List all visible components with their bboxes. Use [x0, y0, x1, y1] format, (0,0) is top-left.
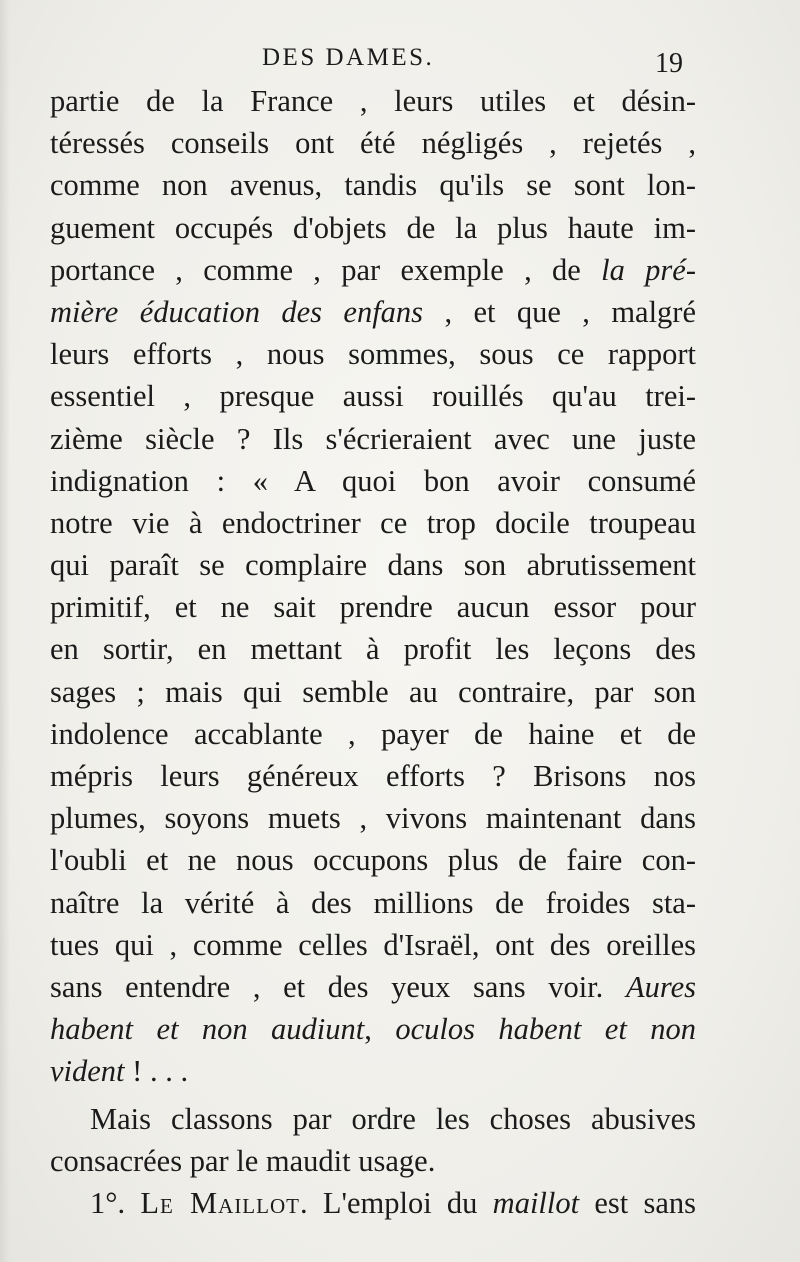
body-text — [50, 80, 696, 1224]
page-number: 19 — [655, 48, 683, 79]
text-line: en sortir, en mettant à profit les leçons des — [50, 632, 696, 667]
running-head: DES DAMES. — [262, 44, 435, 71]
text-line: portance , comme , par exemple , de la pré- — [50, 252, 696, 287]
page-header — [0, 40, 800, 80]
text-line: mépris leurs généreux efforts ? Brisons nos — [50, 759, 696, 793]
text-line: primitif, et ne sait prendre aucun essor pour — [50, 590, 696, 625]
text-line: zième siècle ? Ils s'écrieraient avec une juste — [50, 421, 696, 456]
text-line: notre vie à endoctriner ce trop docile troupeau — [50, 505, 696, 540]
text-line: Mais classons par ordre les choses abusives — [90, 1101, 696, 1136]
text-line: essentiel , presque aussi rouillés qu'au trei- — [50, 379, 696, 414]
text-line: tues qui , comme celles d'Israël, ont des oreilles — [50, 927, 696, 962]
text-line: indignation : « A quoi bon avoir consumé — [50, 463, 696, 498]
page-edge-shadow — [0, 0, 10, 1262]
text-line: l'oubli et ne nous occupons plus de faire con- — [50, 843, 696, 878]
text-line: guement occupés d'objets de la plus haute im- — [50, 210, 696, 245]
text-line: qui paraît se complaire dans son abrutissement — [50, 548, 696, 583]
text-line: leurs efforts , nous sommes, sous ce rapport — [50, 337, 696, 372]
text-line: 1°. Le Maillot. L'emploi du maillot est sans — [90, 1185, 696, 1220]
text-line: vident ! . . . — [50, 1054, 189, 1089]
text-line: mière éducation des enfans , et que , malgré — [50, 294, 696, 329]
text-line: indolence accablante , payer de haine et de — [50, 716, 696, 751]
text-line: comme non avenus, tandis qu'ils se sont lon- — [50, 168, 696, 203]
text-line: sans entendre , et des yeux sans voir. Aures — [50, 969, 696, 1004]
text-line: téressés conseils ont été négligés , rejetés , — [50, 126, 696, 161]
section-heading: Le Maillot — [140, 1185, 300, 1220]
text-line: sages ; mais qui semble au contraire, par son — [50, 674, 696, 709]
text-line: partie de la France , leurs utiles et désin- — [50, 84, 696, 118]
text-line: plumes, soyons muets , vivons maintenant dans — [50, 801, 696, 836]
text-line: consacrées par le maudit usage. — [50, 1143, 436, 1178]
text-line: naître la vérité à des millions de froides sta- — [50, 885, 696, 920]
text-line: habent et non audiunt, oculos habent et non — [50, 1012, 696, 1047]
